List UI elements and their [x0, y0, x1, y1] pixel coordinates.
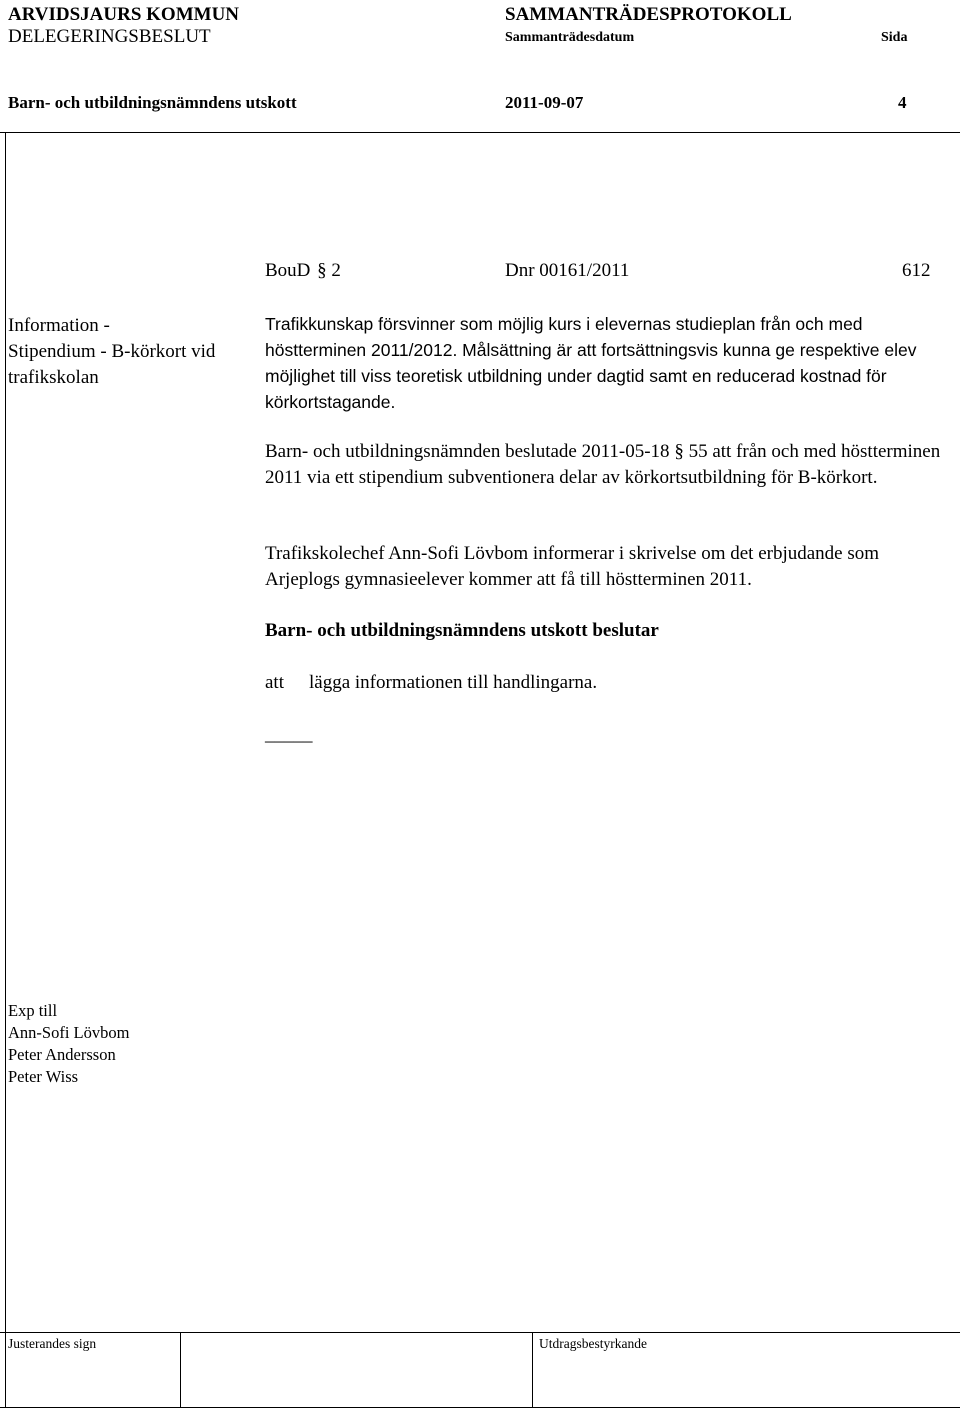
- case-reference: [265, 260, 341, 282]
- section-icon: §: [674, 441, 684, 462]
- case-paragraph: [265, 439, 945, 491]
- footer-bottom-rule: [0, 1407, 960, 1408]
- section-number: 2: [331, 260, 341, 281]
- sign-box-divider: [180, 1332, 181, 1407]
- ref-prefix: BouD: [265, 260, 311, 281]
- page-label: Sida: [881, 30, 908, 45]
- left-border: [5, 132, 6, 1407]
- protocol-title: SAMMANTRÄDESPROTOKOLL: [505, 4, 792, 25]
- distribution-recipient: Peter Andersson: [8, 1045, 116, 1064]
- committee-name: Barn- och utbildningsnämndens utskott: [8, 93, 297, 112]
- case-paragraph: Trafikkunskap försvinner som möjlig kurs i elevernas studieplan från och med höstterminen 2011/2012. Målsättning är att fortsättningsvis kunna ge respektive elev möjlighet till viss teoretisk utbildning under dagtid samt en reducerad kostnad för körkortstagande.: [265, 314, 917, 412]
- paragraph-text: Barn- och utbildningsnämnden beslutade 2011-05-18 § 55 att från och med höstterminen 2011 via ett stipendium subventionera delar av körkortsutbildning för B-körkort.: [265, 441, 941, 488]
- distribution-recipient: Ann-Sofi Lövbom: [8, 1023, 130, 1042]
- municipality-name: ARVIDSJAURS KOMMUN: [8, 4, 240, 25]
- section-icon: §: [317, 260, 327, 281]
- meeting-date: 2011-09-07: [505, 93, 584, 112]
- footer-rule: [0, 1332, 960, 1333]
- distribution-list: [8, 1000, 208, 1088]
- sign-label: Justerandes sign: [8, 1336, 97, 1351]
- decision-text: lägga informationen till handlingarna.: [309, 672, 598, 693]
- case-dnr: Dnr 00161/2011: [505, 260, 630, 281]
- header-rule: [0, 132, 960, 133]
- case-code: 612: [902, 260, 931, 281]
- margin-title-line: trafikskolan: [8, 367, 99, 388]
- margin-title-line: Information -: [8, 315, 110, 336]
- distribution-label: Exp till: [8, 1001, 58, 1020]
- meeting-date-label: Sammanträdesdatum: [505, 30, 635, 45]
- decision-att: att: [265, 672, 284, 693]
- distribution-recipient: Peter Wiss: [8, 1067, 79, 1086]
- case-paragraph: Trafikskolechef Ann-Sofi Lövbom informerar i skrivelse om det erbjudande som Arjeplogs gymnasieelever kommer att få till höstterminen 2011.: [265, 543, 880, 590]
- end-mark: _____: [265, 724, 313, 745]
- extract-box-divider: [532, 1332, 533, 1407]
- page-number: 4: [898, 93, 907, 112]
- case-margin-title: [8, 313, 215, 391]
- extract-label: Utdragsbestyrkande: [539, 1336, 647, 1351]
- decision-heading: Barn- och utbildningsnämndens utskott beslutar: [265, 620, 659, 641]
- margin-title-line: Stipendium - B-körkort vid: [8, 341, 216, 362]
- decision-type: DELEGERINGSBESLUT: [8, 26, 211, 47]
